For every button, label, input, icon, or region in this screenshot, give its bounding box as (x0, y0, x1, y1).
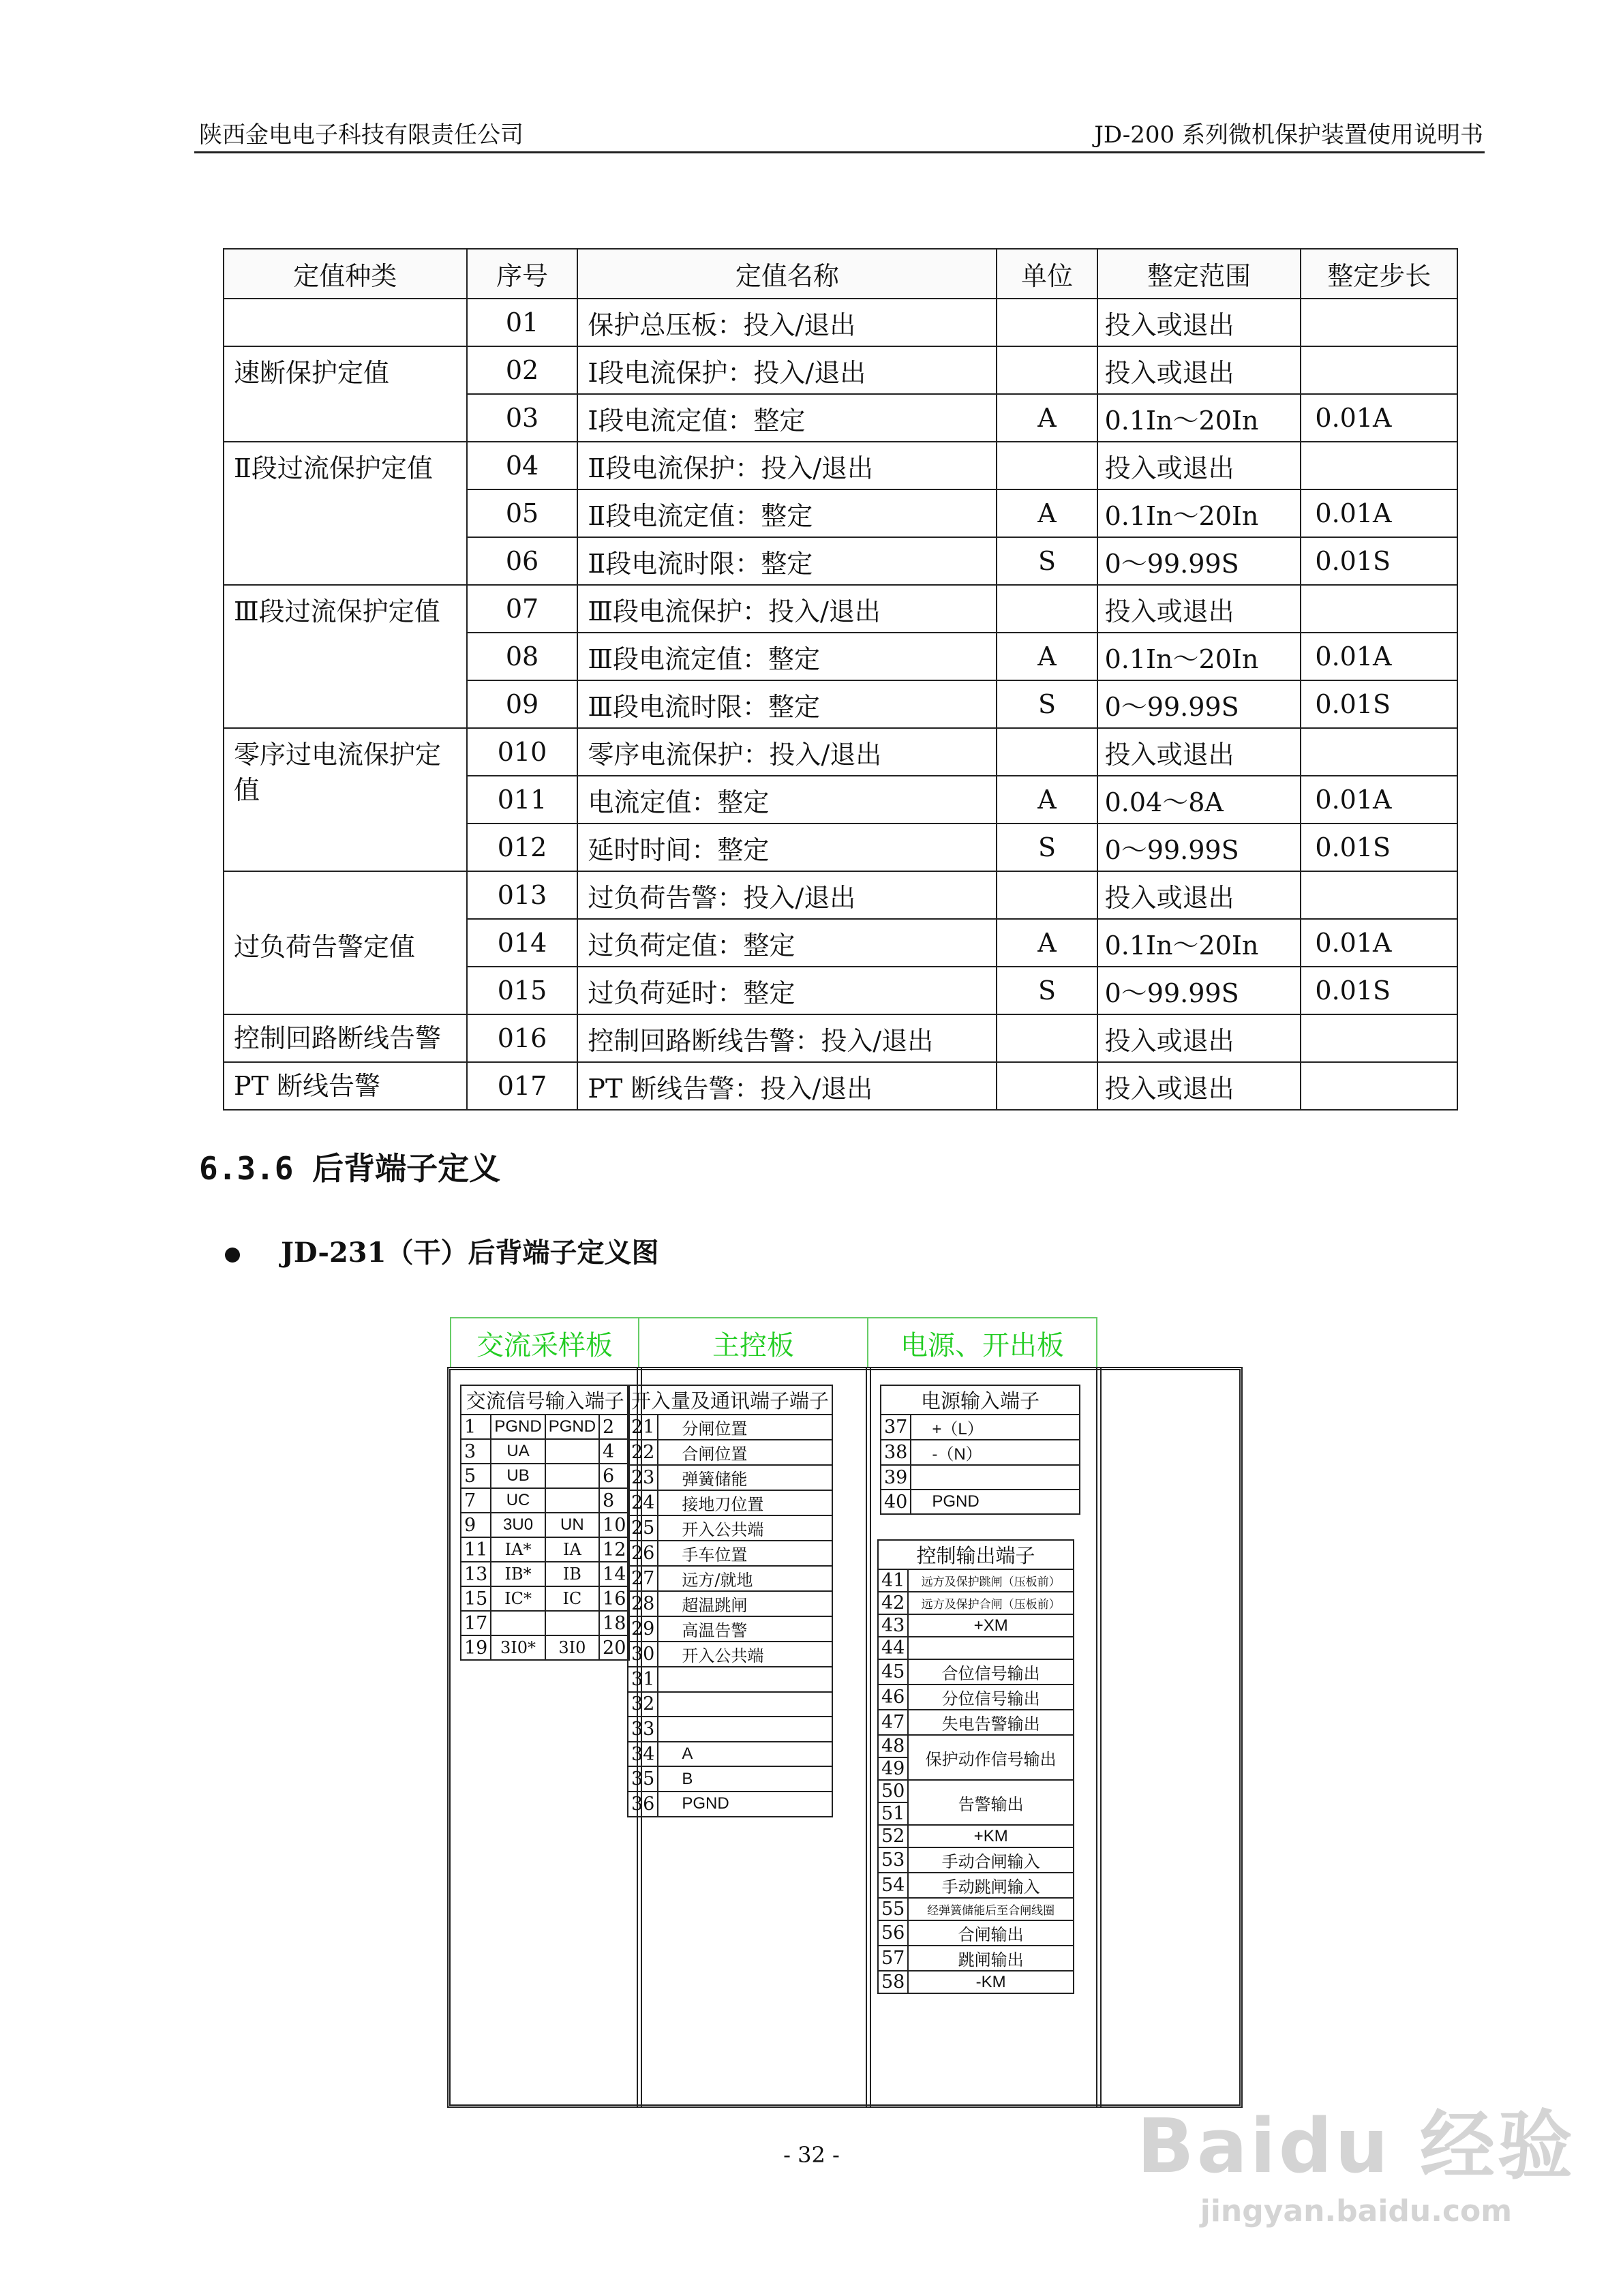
header-divider (194, 151, 1485, 153)
terminal-signal: IA (545, 1537, 599, 1562)
terminal-row (881, 1465, 1080, 1490)
unit-cell: S (997, 537, 1097, 585)
terminal-signal: 保护动作信号输出 (908, 1735, 1074, 1780)
name-cell: 延时时间：整定 (577, 824, 997, 871)
terminal-number: 24 (628, 1490, 658, 1515)
unit-cell (997, 346, 1097, 394)
step-cell (1301, 1014, 1457, 1062)
terminal-row (461, 1513, 629, 1537)
terminal-row (628, 1766, 832, 1792)
terminal-signal (545, 1611, 599, 1635)
terminal-number: 38 (881, 1440, 911, 1465)
step-cell: 0.01S (1301, 824, 1457, 871)
terminal-row (878, 1946, 1074, 1971)
terminal-row (878, 1685, 1074, 1710)
terminal-row (628, 1667, 832, 1692)
terminal-row (628, 1742, 832, 1767)
terminal-number: 45 (878, 1659, 908, 1685)
terminal-number: 44 (878, 1637, 908, 1659)
terminal-number: 15 (461, 1586, 491, 1611)
terminal-signal (545, 1464, 599, 1488)
terminal-number: 4 (599, 1439, 629, 1464)
terminal-row (628, 1415, 832, 1440)
terminal-header-row (628, 1385, 832, 1415)
terminal-number: 28 (628, 1591, 658, 1616)
unit-cell (997, 442, 1097, 489)
terminal-number: 21 (628, 1415, 658, 1440)
category-cell: 过负荷告警定值 (224, 871, 467, 1014)
terminal-signal: 失电告警输出 (908, 1710, 1074, 1735)
terminal-number: 18 (599, 1611, 629, 1635)
terminal-number: 16 (599, 1586, 629, 1611)
terminal-row (878, 1592, 1074, 1614)
terminal-row (461, 1611, 629, 1635)
terminal-number: 29 (628, 1616, 658, 1642)
column-header: 整定步长 (1301, 249, 1457, 299)
step-cell: 0.01A (1301, 394, 1457, 442)
column-header: 单位 (997, 249, 1097, 299)
terminal-number: 30 (628, 1642, 658, 1667)
terminal-signal: 分位信号输出 (908, 1685, 1074, 1710)
seq-cell: 01 (467, 299, 578, 346)
terminal-number: 10 (599, 1513, 629, 1537)
table-row (224, 442, 1457, 489)
terminal-number: 48 (878, 1735, 908, 1757)
terminal-signal: 3U0 (491, 1513, 545, 1537)
unit-cell: S (997, 824, 1097, 871)
terminal-number: 2 (599, 1415, 629, 1439)
column-header: 定值名称 (577, 249, 997, 299)
unit-cell (997, 1062, 1097, 1110)
board-label-main: 主控板 (638, 1317, 868, 1368)
terminal-number: 27 (628, 1566, 658, 1591)
terminal-row (628, 1792, 832, 1817)
terminal-row (628, 1566, 832, 1591)
name-cell: Ⅰ段电流定值：整定 (577, 394, 997, 442)
terminal-signal: 3I0 (545, 1635, 599, 1660)
terminal-number: 3 (461, 1439, 491, 1464)
terminal-number: 39 (881, 1465, 911, 1490)
terminal-number: 32 (628, 1692, 658, 1717)
terminal-group-title: 电源输入端子 (881, 1385, 1080, 1415)
terminal-signal: 经弹簧储能后至合闸线圈 (908, 1898, 1074, 1920)
terminal-signal: 告警输出 (908, 1780, 1074, 1825)
terminal-row (881, 1440, 1080, 1465)
terminal-row (878, 1873, 1074, 1898)
unit-cell (997, 1014, 1097, 1062)
terminal-number: 31 (628, 1667, 658, 1692)
unit-cell: A (997, 633, 1097, 680)
terminal-row (878, 1614, 1074, 1637)
power-input-terminal-table (880, 1385, 1080, 1515)
control-output-terminal-table (877, 1539, 1074, 1994)
terminal-signal (658, 1717, 832, 1742)
terminal-signal: -KM (908, 1971, 1074, 1993)
range-cell: 0.1In～20In (1097, 633, 1301, 680)
unit-cell: A (997, 919, 1097, 967)
page-number: - 32 - (783, 2142, 840, 2168)
terminal-signal: IC (545, 1586, 599, 1611)
range-cell: 投入或退出 (1097, 346, 1301, 394)
name-cell: 保护总压板：投入/退出 (577, 299, 997, 346)
seq-cell: 04 (467, 442, 578, 489)
category-cell: 速断保护定值 (224, 346, 467, 442)
terminal-number: 1 (461, 1415, 491, 1439)
terminal-number: 20 (599, 1635, 629, 1660)
terminal-row (878, 1920, 1074, 1946)
seq-cell: 07 (467, 585, 578, 633)
seq-cell: 017 (467, 1062, 578, 1110)
terminal-signal (545, 1488, 599, 1513)
table-row (224, 728, 1457, 776)
terminal-row (628, 1515, 832, 1541)
terminal-row (461, 1415, 629, 1439)
terminal-row (461, 1439, 629, 1464)
terminal-row (628, 1616, 832, 1642)
seq-cell: 013 (467, 871, 578, 919)
terminal-number: 41 (878, 1569, 908, 1592)
terminal-row (878, 1569, 1074, 1592)
unit-cell: A (997, 776, 1097, 824)
terminal-signal: UC (491, 1488, 545, 1513)
range-cell: 0～99.99S (1097, 824, 1301, 871)
category-cell: Ⅲ段过流保护定值 (224, 585, 467, 728)
step-cell: 0.01A (1301, 489, 1457, 537)
seq-cell: 06 (467, 537, 578, 585)
terminal-row (878, 1971, 1074, 1993)
name-cell: 过负荷定值：整定 (577, 919, 997, 967)
terminal-signal: -（N） (911, 1440, 1080, 1465)
terminal-signal: B (658, 1766, 832, 1792)
terminal-signal: IB* (491, 1562, 545, 1586)
unit-cell: A (997, 489, 1097, 537)
seq-cell: 012 (467, 824, 578, 871)
seq-cell: 010 (467, 728, 578, 776)
range-cell: 0.1In～20In (1097, 919, 1301, 967)
terminal-row (878, 1710, 1074, 1735)
unit-cell (997, 299, 1097, 346)
range-cell: 0.1In～20In (1097, 489, 1301, 537)
terminal-row (461, 1635, 629, 1660)
terminal-number: 11 (461, 1537, 491, 1562)
step-cell (1301, 585, 1457, 633)
main-board-terminal-table (627, 1385, 833, 1817)
terminal-number: 47 (878, 1710, 908, 1735)
name-cell: Ⅱ段电流时限：整定 (577, 537, 997, 585)
terminal-signal: A (658, 1742, 832, 1767)
category-cell: 控制回路断线告警 (224, 1014, 467, 1062)
terminal-group-title: 开入量及通讯端子端子 (628, 1385, 832, 1415)
terminal-number: 19 (461, 1635, 491, 1660)
terminal-signal: IA* (491, 1537, 545, 1562)
terminal-number: 12 (599, 1537, 629, 1562)
table-row (224, 346, 1457, 394)
terminal-signal: 3I0* (491, 1635, 545, 1660)
board-divider (1096, 1367, 1102, 2108)
watermark: Baidu 经验 jingyan.baidu.com (1136, 2102, 1575, 2229)
terminal-number: 26 (628, 1541, 658, 1566)
table-row (224, 299, 1457, 346)
name-cell: 零序电流保护：投入/退出 (577, 728, 997, 776)
column-header: 定值种类 (224, 249, 467, 299)
terminal-row (878, 1659, 1074, 1685)
range-cell: 0～99.99S (1097, 537, 1301, 585)
terminal-signal (908, 1637, 1074, 1659)
terminal-row (881, 1415, 1080, 1440)
terminal-signal: 开入公共端 (658, 1642, 832, 1667)
terminal-number: 35 (628, 1766, 658, 1792)
seq-cell: 016 (467, 1014, 578, 1062)
terminal-number: 25 (628, 1515, 658, 1541)
terminal-row (628, 1440, 832, 1465)
step-cell (1301, 442, 1457, 489)
range-cell: 投入或退出 (1097, 442, 1301, 489)
name-cell: Ⅲ段电流定值：整定 (577, 633, 997, 680)
range-cell: 0～99.99S (1097, 680, 1301, 728)
terminal-row (628, 1490, 832, 1515)
board-label-ac: 交流采样板 (450, 1317, 639, 1368)
terminal-signal (658, 1667, 832, 1692)
terminal-signal: 开入公共端 (658, 1515, 832, 1541)
terminal-row (878, 1898, 1074, 1920)
name-cell: Ⅱ段电流保护：投入/退出 (577, 442, 997, 489)
unit-cell (997, 728, 1097, 776)
terminal-signal: 接地刀位置 (658, 1490, 832, 1515)
terminal-number: 58 (878, 1971, 908, 1993)
terminal-row (628, 1591, 832, 1616)
terminal-signal: PGND (545, 1415, 599, 1439)
board-label-power: 电源、开出板 (867, 1317, 1097, 1368)
terminal-signal: 手动跳闸输入 (908, 1873, 1074, 1898)
range-cell: 0～99.99S (1097, 967, 1301, 1014)
terminal-number: 43 (878, 1614, 908, 1637)
range-cell: 投入或退出 (1097, 1062, 1301, 1110)
terminal-row (628, 1642, 832, 1667)
terminal-signal: 合闸输出 (908, 1920, 1074, 1946)
terminal-header-row (881, 1385, 1080, 1415)
terminal-row (628, 1692, 832, 1717)
name-cell: PT 断线告警：投入/退出 (577, 1062, 997, 1110)
terminal-signal: UN (545, 1513, 599, 1537)
terminal-group-title: 控制输出端子 (878, 1540, 1074, 1569)
terminal-signal (545, 1439, 599, 1464)
terminal-signal: 跳闸输出 (908, 1946, 1074, 1971)
terminal-signal: +KM (908, 1825, 1074, 1847)
terminal-number: 13 (461, 1562, 491, 1586)
document-title: JD-200 系列微机保护装置使用说明书 (1094, 121, 1483, 149)
section-heading: 6.3.6 后背端子定义 (199, 1150, 501, 1187)
terminal-signal: 弹簧储能 (658, 1465, 832, 1490)
column-header: 序号 (467, 249, 578, 299)
name-cell: 电流定值：整定 (577, 776, 997, 824)
step-cell: 0.01A (1301, 633, 1457, 680)
terminal-number: 33 (628, 1717, 658, 1742)
terminal-number: 8 (599, 1488, 629, 1513)
range-cell: 投入或退出 (1097, 728, 1301, 776)
ac-terminal-table (460, 1385, 630, 1661)
terminal-row (461, 1488, 629, 1513)
terminal-header-row (461, 1385, 629, 1415)
terminal-number: 55 (878, 1898, 908, 1920)
terminal-number: 53 (878, 1847, 908, 1873)
name-cell: Ⅰ段电流保护：投入/退出 (577, 346, 997, 394)
terminal-number: 34 (628, 1742, 658, 1767)
seq-cell: 08 (467, 633, 578, 680)
terminal-number: 40 (881, 1490, 911, 1514)
terminal-row (461, 1586, 629, 1611)
range-cell: 0.04～8A (1097, 776, 1301, 824)
terminal-number: 56 (878, 1920, 908, 1946)
terminal-row (628, 1717, 832, 1742)
terminal-signal: +XM (908, 1614, 1074, 1637)
terminal-number: 22 (628, 1440, 658, 1465)
step-cell (1301, 346, 1457, 394)
terminal-number: 42 (878, 1592, 908, 1614)
seq-cell: 09 (467, 680, 578, 728)
range-cell: 投入或退出 (1097, 1014, 1301, 1062)
name-cell: Ⅲ段电流保护：投入/退出 (577, 585, 997, 633)
terminal-row (628, 1541, 832, 1566)
table-row (224, 585, 1457, 633)
seq-cell: 05 (467, 489, 578, 537)
terminal-number: 50 (878, 1780, 908, 1802)
seq-cell: 015 (467, 967, 578, 1014)
company-name: 陕西金电电子科技有限责任公司 (199, 121, 524, 149)
name-cell: 控制回路断线告警：投入/退出 (577, 1014, 997, 1062)
terminal-number: 49 (878, 1757, 908, 1780)
terminal-signal: 远方及保护合闸（压板前） (908, 1592, 1074, 1614)
unit-cell (997, 871, 1097, 919)
terminal-number: 52 (878, 1825, 908, 1847)
terminal-number: 14 (599, 1562, 629, 1586)
terminal-signal: PGND (658, 1792, 832, 1817)
terminal-signal: 远方/就地 (658, 1566, 832, 1591)
terminal-number: 57 (878, 1946, 908, 1971)
unit-cell: A (997, 394, 1097, 442)
name-cell: 过负荷告警：投入/退出 (577, 871, 997, 919)
category-cell: Ⅱ段过流保护定值 (224, 442, 467, 585)
terminal-row (461, 1537, 629, 1562)
table-row (224, 1062, 1457, 1110)
terminal-number: 36 (628, 1792, 658, 1817)
terminal-signal (491, 1611, 545, 1635)
terminal-signal: 手车位置 (658, 1541, 832, 1566)
name-cell: Ⅱ段电流定值：整定 (577, 489, 997, 537)
table-row (224, 1014, 1457, 1062)
terminal-signal: 超温跳闸 (658, 1591, 832, 1616)
diagram-caption-text: JD-231（干）后背端子定义图 (281, 1237, 659, 1269)
terminal-signal: PGND (491, 1415, 545, 1439)
step-cell: 0.01S (1301, 680, 1457, 728)
terminal-signal: +（L） (911, 1415, 1080, 1440)
table-header-row (224, 249, 1457, 299)
step-cell: 0.01A (1301, 919, 1457, 967)
step-cell (1301, 728, 1457, 776)
unit-cell: S (997, 967, 1097, 1014)
category-cell: 零序过电流保护定值 (224, 728, 467, 871)
step-cell (1301, 299, 1457, 346)
terminal-signal (658, 1692, 832, 1717)
terminal-number: 9 (461, 1513, 491, 1537)
terminal-number: 6 (599, 1464, 629, 1488)
range-cell: 投入或退出 (1097, 585, 1301, 633)
terminal-number: 54 (878, 1873, 908, 1898)
terminal-row (881, 1490, 1080, 1514)
terminal-group-title: 交流信号输入端子 (461, 1385, 629, 1415)
terminal-number: 23 (628, 1465, 658, 1490)
unit-cell: S (997, 680, 1097, 728)
terminal-number: 37 (881, 1415, 911, 1440)
range-cell: 投入或退出 (1097, 871, 1301, 919)
terminal-row (628, 1465, 832, 1490)
terminal-number: 7 (461, 1488, 491, 1513)
board-divider (866, 1367, 871, 2108)
terminal-row (461, 1464, 629, 1488)
range-cell: 0.1In～20In (1097, 394, 1301, 442)
terminal-signal: UA (491, 1439, 545, 1464)
step-cell: 0.01A (1301, 776, 1457, 824)
terminal-signal: PGND (911, 1490, 1080, 1514)
terminal-row (878, 1847, 1074, 1873)
terminal-number: 17 (461, 1611, 491, 1635)
seq-cell: 02 (467, 346, 578, 394)
terminal-number: 51 (878, 1802, 908, 1825)
terminal-signal: UB (491, 1464, 545, 1488)
terminal-signal: 合闸位置 (658, 1440, 832, 1465)
step-cell: 0.01S (1301, 537, 1457, 585)
step-cell: 0.01S (1301, 967, 1457, 1014)
seq-cell: 014 (467, 919, 578, 967)
bullet-icon (225, 1248, 240, 1263)
seq-cell: 03 (467, 394, 578, 442)
settings-table (223, 248, 1458, 1111)
category-cell: PT 断线告警 (224, 1062, 467, 1110)
step-cell (1301, 1062, 1457, 1110)
name-cell: Ⅲ段电流时限：整定 (577, 680, 997, 728)
terminal-row (461, 1562, 629, 1586)
diagram-caption (225, 1231, 658, 1270)
terminal-number: 5 (461, 1464, 491, 1488)
table-row (224, 871, 1457, 919)
terminal-signal: IB (545, 1562, 599, 1586)
unit-cell (997, 585, 1097, 633)
terminal-number: 46 (878, 1685, 908, 1710)
range-cell: 投入或退出 (1097, 299, 1301, 346)
terminal-signal: IC* (491, 1586, 545, 1611)
terminal-signal: 手动合闸输入 (908, 1847, 1074, 1873)
terminal-row (878, 1780, 1074, 1802)
step-cell (1301, 871, 1457, 919)
terminal-signal: 分闸位置 (658, 1415, 832, 1440)
terminal-header-row (878, 1540, 1074, 1569)
terminal-signal (911, 1465, 1080, 1490)
name-cell: 过负荷延时：整定 (577, 967, 997, 1014)
terminal-signal: 合位信号输出 (908, 1659, 1074, 1685)
terminal-signal: 远方及保护跳闸（压板前） (908, 1569, 1074, 1592)
terminal-row (878, 1735, 1074, 1757)
terminal-signal: 高温告警 (658, 1616, 832, 1642)
seq-cell: 011 (467, 776, 578, 824)
column-header: 整定范围 (1097, 249, 1301, 299)
terminal-row (878, 1637, 1074, 1659)
terminal-row (878, 1825, 1074, 1847)
category-cell (224, 299, 467, 346)
